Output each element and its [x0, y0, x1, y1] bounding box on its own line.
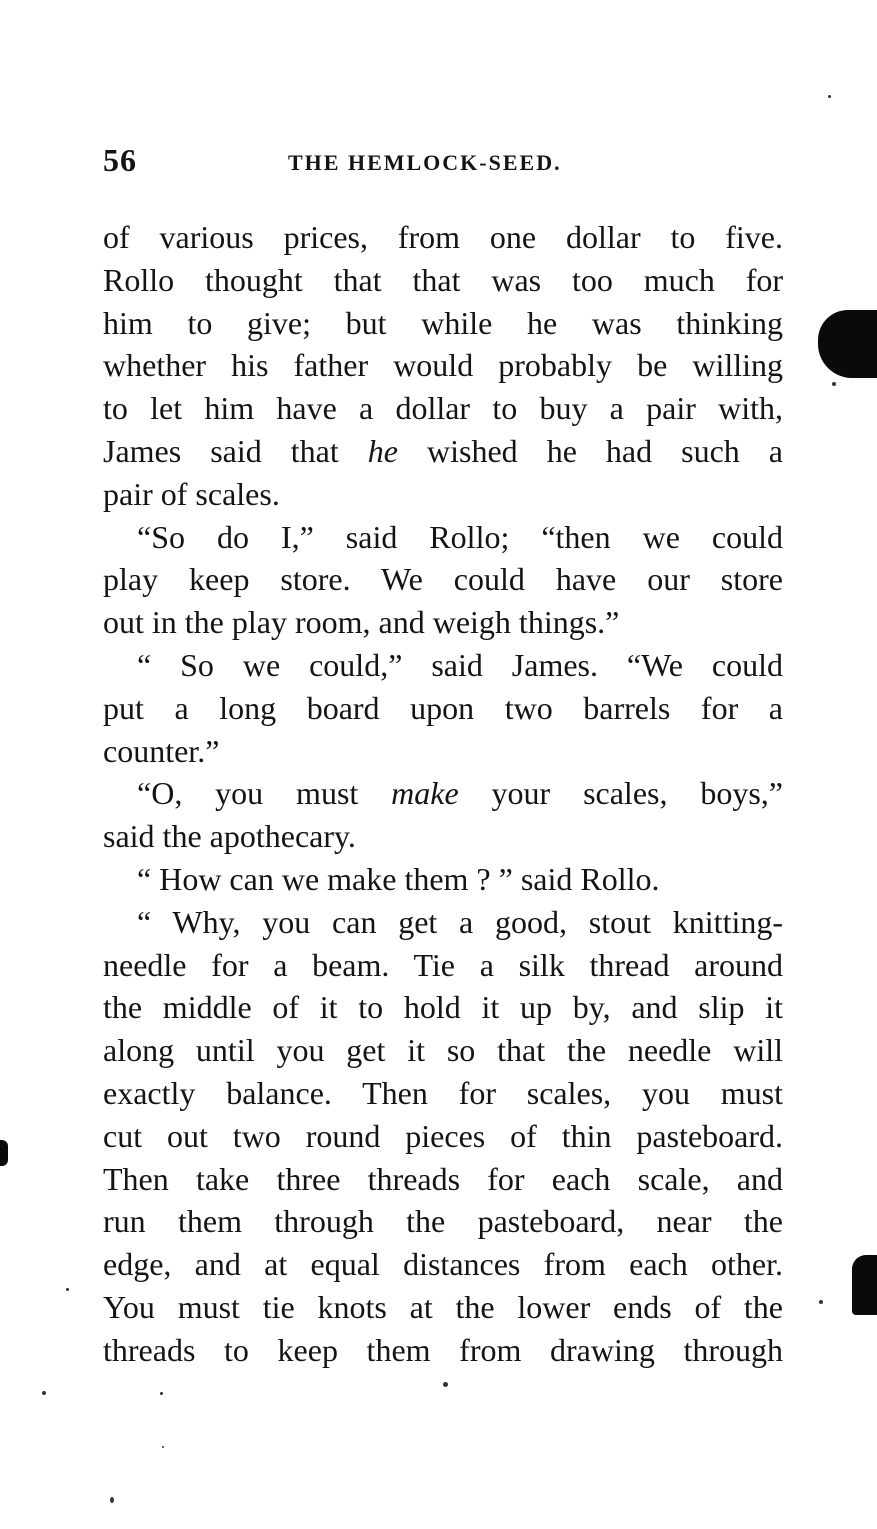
emphasis: make [391, 775, 459, 812]
speck [832, 382, 836, 386]
text-line: Rollo thought that that was too much for [103, 261, 783, 298]
text-line: You must tie knots at the lower ends of the [103, 1288, 783, 1325]
text-line: “O, you must make your scales, boys,” [137, 775, 784, 812]
page-number: 56 [103, 142, 137, 178]
body-text [103, 216, 783, 1372]
ink-mark-right-lower [852, 1255, 877, 1315]
text-line: “ How can we make them ? ” said Rollo. [137, 860, 660, 897]
text-line: play keep store. We could have our store [103, 561, 783, 598]
text-line: whether his father would probably be willing [103, 347, 783, 384]
text-line: run them through the pasteboard, near the [103, 1203, 783, 1240]
text-line: “So do I,” said Rollo; “then we could [137, 518, 783, 555]
page-header [103, 142, 793, 186]
text-line: pair of scales. [103, 475, 280, 512]
text-line: said the apothecary. [103, 818, 356, 855]
text-line: threads to keep them from drawing through [103, 1331, 783, 1368]
text-line: the middle of it to hold it up by, and slip it [103, 989, 783, 1026]
speck [819, 1300, 823, 1304]
running-head: THE HEMLOCK-SEED. [288, 150, 562, 175]
emphasis: he [367, 432, 398, 469]
text-line: edge, and at equal distances from each other. [103, 1246, 783, 1283]
speck [162, 1446, 164, 1448]
text-line: put a long board upon two barrels for a [103, 689, 783, 726]
text-line: “ Why, you can get a good, stout knitting- [137, 903, 783, 940]
speck [66, 1288, 69, 1291]
speck [828, 95, 831, 98]
text-line: exactly balance. Then for scales, you must [103, 1074, 783, 1111]
speck [110, 1497, 114, 1503]
speck [160, 1392, 163, 1395]
text-line: counter.” [103, 732, 220, 769]
text-line: needle for a beam. Tie a silk thread around [103, 946, 783, 983]
text-line: to let him have a dollar to buy a pair with, [103, 390, 783, 427]
text-line: out in the play room, and weigh things.” [103, 604, 620, 641]
speck [42, 1391, 46, 1395]
text-line: Then take three threads for each scale, and [103, 1160, 783, 1197]
ink-blot-right [818, 310, 877, 378]
text-line: along until you get it so that the needle will [103, 1032, 783, 1069]
speck [443, 1382, 448, 1387]
text-line: James said that he wished he had such a [103, 432, 784, 469]
text-line: him to give; but while he was thinking [103, 304, 783, 341]
ink-mark-left [0, 1140, 8, 1166]
text-line: cut out two round pieces of thin pasteboard. [103, 1117, 783, 1154]
text-line: “ So we could,” said James. “We could [137, 646, 783, 683]
text-line: of various prices, from one dollar to five. [103, 219, 783, 255]
